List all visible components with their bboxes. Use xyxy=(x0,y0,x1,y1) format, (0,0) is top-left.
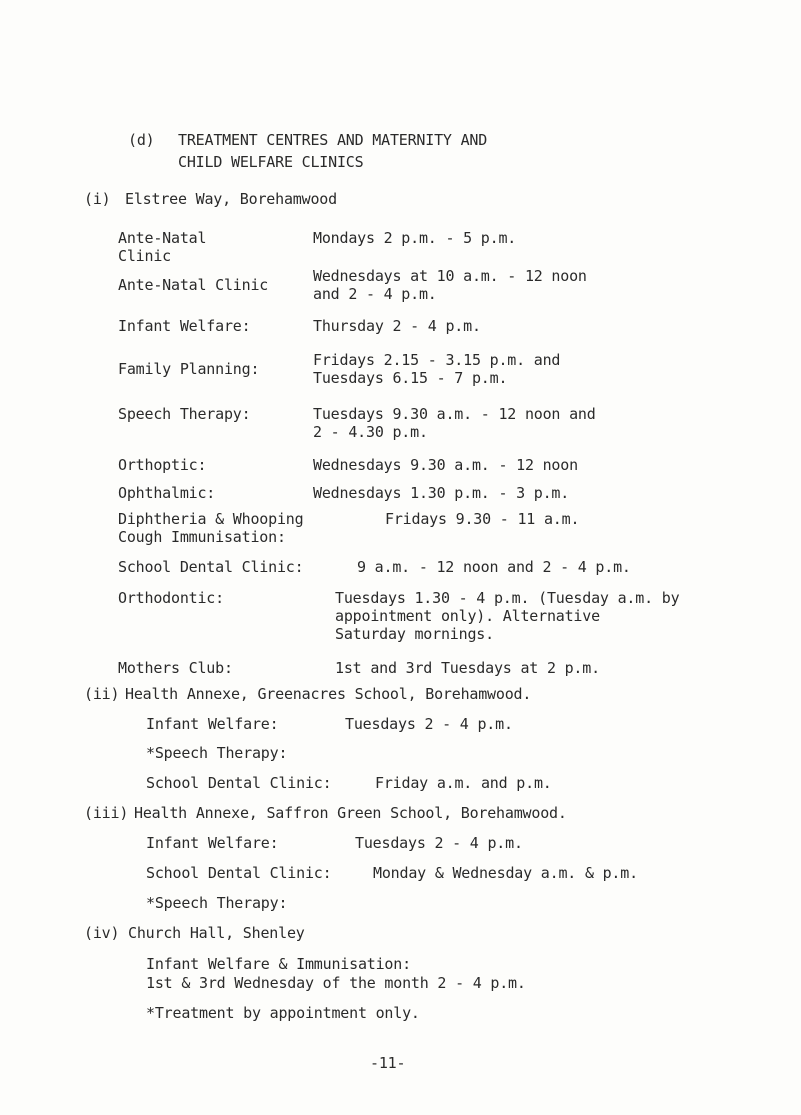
row-school-dental-label: School Dental Clinic: xyxy=(118,558,304,576)
row-family-planning-label: Family Planning: xyxy=(118,360,260,378)
row-diphtheria-value: Fridays 9.30 - 11 a.m. xyxy=(385,510,580,528)
section-iii-school-dental-value: Monday & Wednesday a.m. & p.m. xyxy=(373,864,638,882)
heading-line-2: CHILD WELFARE CLINICS xyxy=(178,153,364,171)
row-mothers-club-value: 1st and 3rd Tuesdays at 2 p.m. xyxy=(335,659,600,677)
section-iv-number: (iv) xyxy=(84,924,120,942)
row-antenatal-clinic-value-2: and 2 - 4 p.m. xyxy=(313,285,437,303)
row-orthodontic-value-3: Saturday mornings. xyxy=(335,625,494,643)
section-i-title: Elstree Way, Borehamwood xyxy=(125,190,337,208)
section-i-number: (i) xyxy=(84,190,111,208)
row-orthoptic-value: Wednesdays 9.30 a.m. - 12 noon xyxy=(313,456,578,474)
row-diphtheria-label: Diphtheria & Whooping xyxy=(118,510,304,528)
section-iv-schedule: 1st & 3rd Wednesday of the month 2 - 4 p.m. xyxy=(146,974,526,992)
row-diphtheria-label-2: Cough Immunisation: xyxy=(118,528,286,546)
section-iv-infant-welfare-label: Infant Welfare & Immunisation: xyxy=(146,955,411,973)
row-antenatal-value: Mondays 2 p.m. - 5 p.m. xyxy=(313,229,517,247)
row-speech-therapy-label: Speech Therapy: xyxy=(118,405,251,423)
row-school-dental-value: 9 a.m. - 12 noon and 2 - 4 p.m. xyxy=(357,558,631,576)
section-ii-number: (ii) xyxy=(84,685,120,703)
section-ii-title: Health Annexe, Greenacres School, Borehamwood. xyxy=(125,685,532,703)
section-iii-infant-welfare-label: Infant Welfare: xyxy=(146,834,279,852)
row-ophthalmic-label: Ophthalmic: xyxy=(118,484,216,502)
row-family-planning-value-2: Tuesdays 6.15 - 7 p.m. xyxy=(313,369,508,387)
row-antenatal-clinic-value: Wednesdays at 10 a.m. - 12 noon xyxy=(313,267,587,285)
section-iii-school-dental-label: School Dental Clinic: xyxy=(146,864,332,882)
page-number: -11- xyxy=(370,1054,406,1072)
section-iv-title: Church Hall, Shenley xyxy=(128,924,305,942)
row-ophthalmic-value: Wednesdays 1.30 p.m. - 3 p.m. xyxy=(313,484,570,502)
section-ii-infant-welfare-value: Tuesdays 2 - 4 p.m. xyxy=(345,715,513,733)
row-antenatal-label-2: Clinic xyxy=(118,247,171,265)
row-orthodontic-value: Tuesdays 1.30 - 4 p.m. (Tuesday a.m. by xyxy=(335,589,680,607)
heading-line-1: TREATMENT CENTRES AND MATERNITY AND xyxy=(178,131,488,149)
section-ii-infant-welfare-label: Infant Welfare: xyxy=(146,715,279,733)
row-infant-welfare-value: Thursday 2 - 4 p.m. xyxy=(313,317,481,335)
section-iii-speech-therapy: *Speech Therapy: xyxy=(146,894,288,912)
row-orthodontic-label: Orthodontic: xyxy=(118,589,224,607)
row-family-planning-value: Fridays 2.15 - 3.15 p.m. and xyxy=(313,351,561,369)
row-orthoptic-label: Orthoptic: xyxy=(118,456,207,474)
row-orthodontic-value-2: appointment only). Alternative xyxy=(335,607,600,625)
row-speech-therapy-value: Tuesdays 9.30 a.m. - 12 noon and xyxy=(313,405,596,423)
row-mothers-club-label: Mothers Club: xyxy=(118,659,233,677)
section-iii-infant-welfare-value: Tuesdays 2 - 4 p.m. xyxy=(355,834,523,852)
section-ii-school-dental-label: School Dental Clinic: xyxy=(146,774,332,792)
row-infant-welfare-label: Infant Welfare: xyxy=(118,317,251,335)
row-antenatal-label: Ante-Natal xyxy=(118,229,207,247)
section-iii-number: (iii) xyxy=(84,804,129,822)
section-ii-school-dental-value: Friday a.m. and p.m. xyxy=(375,774,552,792)
row-speech-therapy-value-2: 2 - 4.30 p.m. xyxy=(313,423,428,441)
footnote: *Treatment by appointment only. xyxy=(146,1004,420,1022)
row-antenatal-clinic-label: Ante-Natal Clinic xyxy=(118,276,269,294)
heading-number: (d) xyxy=(128,131,155,149)
section-ii-speech-therapy: *Speech Therapy: xyxy=(146,744,288,762)
section-iii-title: Health Annexe, Saffron Green School, Borehamwood. xyxy=(134,804,567,822)
